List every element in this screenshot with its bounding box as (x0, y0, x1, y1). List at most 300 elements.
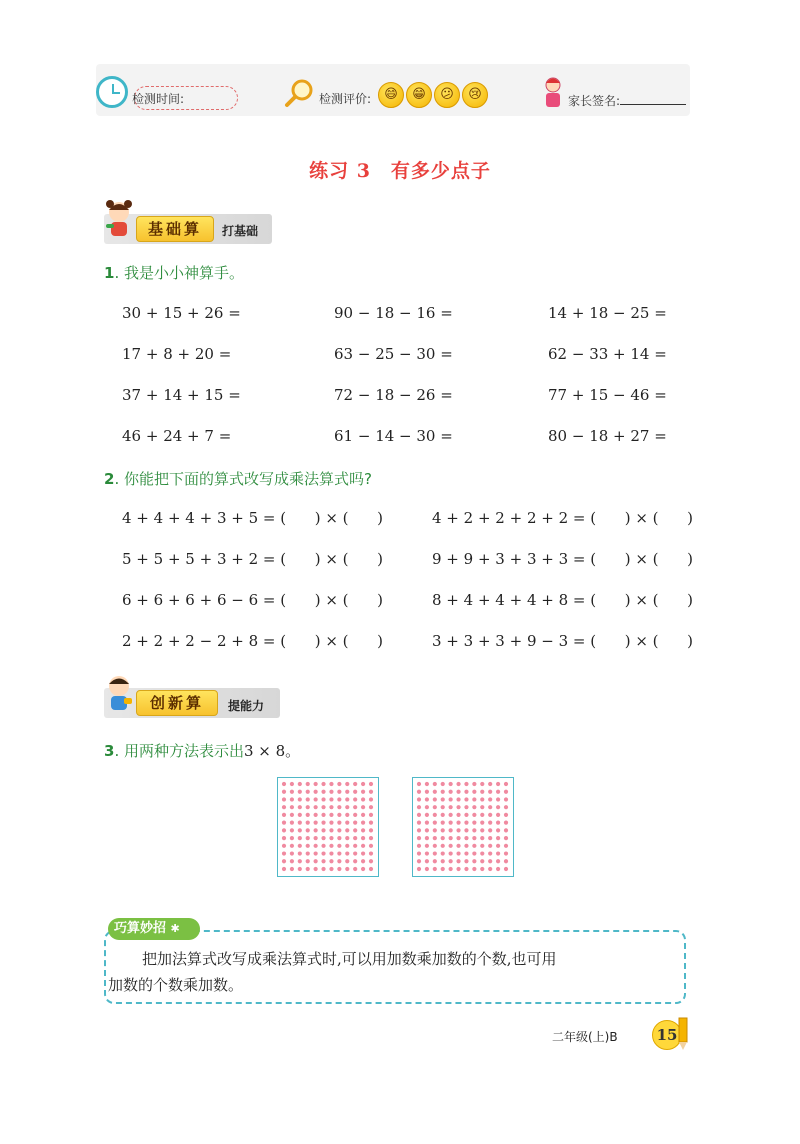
grid-dot (433, 828, 437, 832)
grid-dot (282, 797, 286, 801)
grid-dot (456, 844, 460, 848)
grid-dot (504, 782, 508, 786)
grid-dot (314, 851, 318, 855)
grid-dot (306, 782, 310, 786)
grid-dot (298, 797, 302, 801)
grid-dot (298, 844, 302, 848)
grid-dot (290, 790, 294, 794)
grid-dot (425, 782, 429, 786)
grid-dot (306, 859, 310, 863)
question-3-number: 3 (104, 742, 115, 760)
grid-dot (480, 851, 484, 855)
tip-line-1: 把加法算式改写成乘法算式时,可以用加数乘加数的个数,也可用 (142, 950, 557, 968)
q1-expression: 72 − 18 − 26 = (334, 386, 453, 404)
grid-dot (433, 859, 437, 863)
grid-dot (306, 828, 310, 832)
grid-dot (361, 805, 365, 809)
grid-dot (337, 836, 341, 840)
question-1-text: . 我是小小神算手。 (114, 264, 244, 282)
grid-dot (298, 813, 302, 817)
grid-dot (290, 844, 294, 848)
grid-dot (345, 836, 349, 840)
grid-dot (306, 813, 310, 817)
grid-dot (345, 867, 349, 871)
grid-dot (314, 805, 318, 809)
grid-dot (314, 867, 318, 871)
dot-grid-right[interactable] (412, 777, 514, 877)
grid-dot (449, 790, 453, 794)
grid-dot (496, 851, 500, 855)
grid-dot (290, 797, 294, 801)
q2-expression: 6 + 6 + 6 + 6 − 6 = ( ) × ( ) (122, 591, 383, 609)
grid-dot (464, 867, 468, 871)
grid-dot (449, 782, 453, 786)
grid-dot (441, 821, 445, 825)
grid-dot (337, 805, 341, 809)
grid-dot (488, 782, 492, 786)
question-1-title (104, 262, 244, 283)
grid-dot (496, 828, 500, 832)
grid-dot (433, 844, 437, 848)
grid-dot (433, 805, 437, 809)
grid-dot (464, 859, 468, 863)
grid-dot (345, 805, 349, 809)
grid-dot (282, 859, 286, 863)
grid-dot (353, 836, 357, 840)
grid-dot (321, 813, 325, 817)
grid-dot (472, 782, 476, 786)
grid-dot (290, 867, 294, 871)
grid-dot (353, 828, 357, 832)
grid-dot (329, 851, 333, 855)
grid-dot (290, 782, 294, 786)
q1-expression: 37 + 14 + 15 = (122, 386, 241, 404)
grid-dot (417, 813, 421, 817)
grid-dot (504, 790, 508, 794)
grid-dot (321, 828, 325, 832)
grid-dot (456, 859, 460, 863)
grid-dot (425, 805, 429, 809)
grid-dot (369, 797, 373, 801)
grid-dot (488, 805, 492, 809)
grid-dot (488, 797, 492, 801)
grid-dot (298, 828, 302, 832)
grid-dot (290, 851, 294, 855)
grid-dot (298, 851, 302, 855)
grid-dot (504, 836, 508, 840)
q1-expression: 30 + 15 + 26 = (122, 304, 241, 322)
grid-dot (353, 821, 357, 825)
clock-icon (96, 76, 128, 108)
grid-dot (369, 805, 373, 809)
q2-expression: 2 + 2 + 2 − 2 + 8 = ( ) × ( ) (122, 632, 383, 650)
grid-dot (337, 821, 341, 825)
grid-dot (361, 836, 365, 840)
grid-dot (464, 851, 468, 855)
grid-dot (306, 844, 310, 848)
grid-dot (464, 821, 468, 825)
grid-dot (456, 790, 460, 794)
question-2-title (104, 468, 372, 489)
grid-dot (306, 790, 310, 794)
grid-dot (433, 836, 437, 840)
grid-dot (425, 836, 429, 840)
grid-dot (417, 821, 421, 825)
grid-dot (496, 797, 500, 801)
q1-expression: 90 − 18 − 16 = (334, 304, 453, 322)
grid-dot (337, 851, 341, 855)
grid-dot (337, 782, 341, 786)
grid-dot (337, 867, 341, 871)
grid-dot (472, 805, 476, 809)
grid-dot (480, 828, 484, 832)
grid-dot (314, 797, 318, 801)
grid-dot (321, 859, 325, 863)
grid-dot (496, 844, 500, 848)
dot-grid-left[interactable] (277, 777, 379, 877)
grid-dot (480, 859, 484, 863)
grid-dot (488, 836, 492, 840)
grid-dot (290, 859, 294, 863)
grid-dot (449, 797, 453, 801)
grid-dot (464, 844, 468, 848)
grid-dot (361, 844, 365, 848)
grid-dot (504, 851, 508, 855)
grid-dot (369, 782, 373, 786)
grid-dot (321, 790, 325, 794)
grid-dot (441, 805, 445, 809)
grid-dot (433, 813, 437, 817)
grid-dot (464, 782, 468, 786)
face-happy-icon[interactable]: 😄 (378, 82, 404, 108)
grid-dot (488, 859, 492, 863)
grid-dot (433, 782, 437, 786)
grid-dot (488, 790, 492, 794)
grid-dot (353, 859, 357, 863)
grid-dot (504, 821, 508, 825)
grid-dot (433, 797, 437, 801)
grid-dot (449, 867, 453, 871)
grid-dot (298, 836, 302, 840)
kid-girl-icon (102, 198, 136, 242)
grid-dot (329, 867, 333, 871)
q2-expression: 8 + 4 + 4 + 4 + 8 = ( ) × ( ) (432, 591, 693, 609)
grid-dot (417, 805, 421, 809)
grid-dot (369, 813, 373, 817)
grid-dot (496, 782, 500, 786)
grid-dot (345, 813, 349, 817)
grid-dot (353, 782, 357, 786)
q2-expression: 5 + 5 + 5 + 3 + 2 = ( ) × ( ) (122, 550, 383, 568)
grid-dot (488, 867, 492, 871)
grid-dot (417, 844, 421, 848)
grid-dot (329, 782, 333, 786)
q1-expression: 61 − 14 − 30 = (334, 427, 453, 445)
grid-dot (314, 836, 318, 840)
grid-dot (456, 828, 460, 832)
grid-dot (496, 867, 500, 871)
question-1-number: 1 (104, 264, 115, 282)
grid-dot (314, 790, 318, 794)
grid-dot (480, 797, 484, 801)
q1-expression: 46 + 24 + 7 = (122, 427, 232, 445)
parent-icon (540, 76, 566, 110)
grid-dot (417, 782, 421, 786)
grid-dot (449, 851, 453, 855)
q1-expression: 80 − 18 + 27 = (548, 427, 667, 445)
grid-dot (361, 867, 365, 871)
grid-dot (337, 813, 341, 817)
grid-dot (472, 828, 476, 832)
grid-dot (353, 805, 357, 809)
q2-expression: 9 + 9 + 3 + 3 + 3 = ( ) × ( ) (432, 550, 693, 568)
grid-dot (496, 813, 500, 817)
grid-dot (329, 859, 333, 863)
grid-dot (321, 844, 325, 848)
grid-dot (472, 790, 476, 794)
grid-dot (361, 813, 365, 817)
grid-dot (306, 821, 310, 825)
grid-dot (417, 790, 421, 794)
pencil-icon (674, 1016, 692, 1052)
grid-dot (361, 828, 365, 832)
grid-dot (282, 836, 286, 840)
grid-dot (290, 828, 294, 832)
grid-dot (282, 851, 286, 855)
grid-dot (472, 813, 476, 817)
grid-dot (282, 805, 286, 809)
grid-dot (353, 867, 357, 871)
kid-boy-icon (102, 672, 136, 716)
grid-dot (504, 844, 508, 848)
grid-dot (417, 828, 421, 832)
grid-dot (369, 790, 373, 794)
grid-dot (282, 782, 286, 786)
question-2-text: . 你能把下面的算式改写成乘法算式吗? (114, 470, 372, 488)
grid-dot (425, 828, 429, 832)
grid-dot (441, 813, 445, 817)
grid-dot (496, 836, 500, 840)
grid-dot (345, 844, 349, 848)
grid-dot (353, 813, 357, 817)
q1-expression: 63 − 25 − 30 = (334, 345, 453, 363)
grid-dot (504, 828, 508, 832)
q1-expression: 77 + 15 − 46 = (548, 386, 667, 404)
grid-dot (321, 851, 325, 855)
eval-label: 检测评价: (319, 92, 372, 106)
grid-dot (472, 859, 476, 863)
q2-expression: 4 + 2 + 2 + 2 + 2 = ( ) × ( ) (432, 509, 693, 527)
page-number: 15 (652, 1020, 682, 1050)
grid-dot (417, 797, 421, 801)
grid-dot (353, 797, 357, 801)
grid-dot (433, 790, 437, 794)
grid-dot (337, 859, 341, 863)
grid-dot (441, 790, 445, 794)
grid-dot (345, 821, 349, 825)
grid-dot (449, 836, 453, 840)
grid-dot (472, 844, 476, 848)
grid-dot (472, 821, 476, 825)
grid-dot (306, 867, 310, 871)
grid-dot (369, 851, 373, 855)
grid-dot (321, 836, 325, 840)
grid-dot (504, 805, 508, 809)
grid-dot (504, 797, 508, 801)
grid-dot (314, 821, 318, 825)
grid-dot (345, 797, 349, 801)
grid-dot (425, 844, 429, 848)
grid-dot (282, 828, 286, 832)
grid-dot (369, 844, 373, 848)
grid-dot (282, 790, 286, 794)
grid-dot (504, 859, 508, 863)
grid-dot (464, 836, 468, 840)
grid-dot (282, 844, 286, 848)
grid-dot (441, 851, 445, 855)
grid-dot (456, 782, 460, 786)
grid-dot (449, 828, 453, 832)
grid-dot (488, 851, 492, 855)
grid-dot (425, 867, 429, 871)
grid-dot (488, 828, 492, 832)
grid-dot (306, 797, 310, 801)
grid-dot (425, 851, 429, 855)
grid-dot (417, 859, 421, 863)
grid-dot (329, 836, 333, 840)
grid-dot (282, 813, 286, 817)
grid-dot (496, 805, 500, 809)
grid-dot (504, 813, 508, 817)
grid-dot (337, 844, 341, 848)
grid-dot (353, 790, 357, 794)
grid-dot (425, 797, 429, 801)
grid-dot (480, 805, 484, 809)
grid-dot (329, 797, 333, 801)
grid-dot (353, 851, 357, 855)
grid-dot (314, 828, 318, 832)
grid-dot (314, 782, 318, 786)
grid-dot (369, 867, 373, 871)
q1-expression: 14 + 18 − 25 = (548, 304, 667, 322)
question-3-title (104, 740, 300, 761)
time-label: 检测时间: (132, 92, 185, 106)
grid-dot (488, 813, 492, 817)
page-title: 练习 3 有多少点子 (309, 160, 491, 182)
tip-tag (108, 918, 200, 940)
grid-dot (369, 836, 373, 840)
grid-dot (464, 797, 468, 801)
grid-dot (345, 790, 349, 794)
grid-dot (425, 790, 429, 794)
section-sub-basic: 打基础 (222, 224, 259, 238)
grid-dot (337, 828, 341, 832)
grid-dot (425, 813, 429, 817)
grid-dot (298, 782, 302, 786)
face-grin-icon[interactable]: 😁 (406, 82, 432, 108)
face-confused-icon[interactable]: 😕 (434, 82, 460, 108)
grid-dot (361, 797, 365, 801)
grid-dot (425, 859, 429, 863)
grid-dot (369, 821, 373, 825)
grid-dot (441, 836, 445, 840)
question-3-expression: 3 × 8。 (243, 742, 301, 760)
grid-dot (290, 805, 294, 809)
grid-dot (496, 821, 500, 825)
grid-dot (504, 867, 508, 871)
grid-dot (321, 782, 325, 786)
grid-dot (345, 851, 349, 855)
grid-dot (298, 859, 302, 863)
face-sad-icon[interactable]: 😢 (462, 82, 488, 108)
parent-sign-field[interactable] (620, 104, 686, 105)
magnifier-icon (284, 78, 314, 108)
grid-dot (345, 782, 349, 786)
grid-dot (337, 790, 341, 794)
grid-dot (464, 828, 468, 832)
grid-dot (314, 844, 318, 848)
grid-dot (425, 821, 429, 825)
grid-dot (449, 805, 453, 809)
grid-dot (298, 867, 302, 871)
grid-dot (456, 821, 460, 825)
grid-dot (361, 790, 365, 794)
grid-dot (456, 867, 460, 871)
grid-dot (456, 797, 460, 801)
grid-dot (441, 844, 445, 848)
grid-dot (321, 821, 325, 825)
grid-dot (306, 836, 310, 840)
grid-dot (472, 867, 476, 871)
section-tag-creative: 创新算 (136, 690, 218, 716)
grid-dot (480, 844, 484, 848)
grid-dot (441, 782, 445, 786)
section-sub-creative: 提能力 (228, 699, 265, 713)
section-tag-basic: 基础算 (136, 216, 214, 242)
grid-dot (361, 851, 365, 855)
grid-dot (449, 821, 453, 825)
grid-dot (433, 851, 437, 855)
grid-dot (282, 867, 286, 871)
grid-dot (433, 821, 437, 825)
question-2-number: 2 (104, 470, 115, 488)
grid-dot (488, 844, 492, 848)
q1-expression: 17 + 8 + 20 = (122, 345, 232, 363)
tip-line-2: 加数的个数乘加数。 (108, 976, 244, 994)
grid-dot (298, 790, 302, 794)
grid-dot (441, 859, 445, 863)
grid-dot (369, 828, 373, 832)
grid-dot (472, 836, 476, 840)
q2-expression: 4 + 4 + 4 + 3 + 5 = ( ) × ( ) (122, 509, 383, 527)
grid-dot (329, 813, 333, 817)
grid-dot (361, 821, 365, 825)
grid-dot (441, 828, 445, 832)
lightbulb-icon: ✱ (170, 922, 180, 935)
q2-expression: 3 + 3 + 3 + 9 − 3 = ( ) × ( ) (432, 632, 693, 650)
grid-dot (449, 813, 453, 817)
grid-dot (464, 790, 468, 794)
grid-dot (480, 790, 484, 794)
grid-dot (306, 851, 310, 855)
grid-dot (417, 851, 421, 855)
grid-dot (298, 805, 302, 809)
grid-dot (290, 813, 294, 817)
grid-dot (456, 813, 460, 817)
grid-dot (464, 805, 468, 809)
grid-dot (345, 859, 349, 863)
grid-dot (314, 813, 318, 817)
